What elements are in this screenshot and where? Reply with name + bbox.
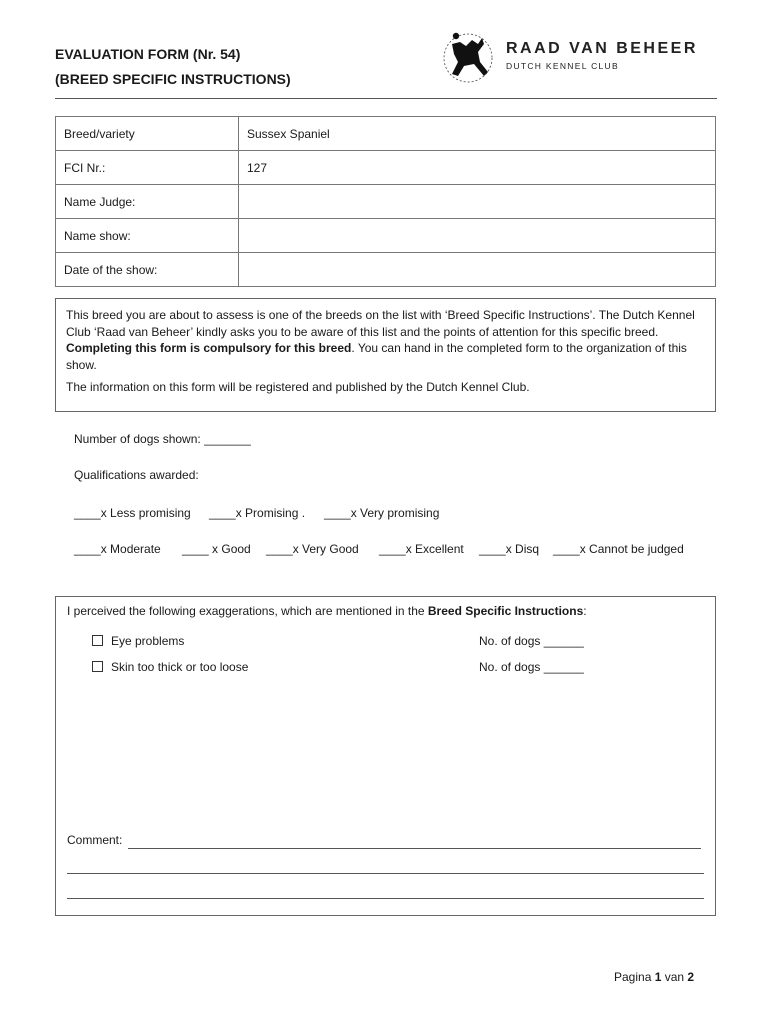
fci-value[interactable]: 127 bbox=[239, 151, 716, 185]
very-promising-field[interactable]: ____x Very promising bbox=[324, 506, 440, 520]
dog-logo-icon bbox=[438, 30, 498, 86]
date-label: Date of the show: bbox=[56, 253, 239, 287]
judge-field[interactable] bbox=[239, 185, 716, 219]
show-label: Name show: bbox=[56, 219, 239, 253]
qualifications-label: Qualifications awarded: bbox=[74, 468, 199, 482]
dogs-shown-field[interactable]: Number of dogs shown: _______ bbox=[74, 432, 251, 446]
good-field[interactable]: ____ x Good bbox=[182, 542, 251, 556]
excellent-field[interactable]: ____x Excellent bbox=[379, 542, 464, 556]
logo-text-main: RAAD VAN BEHEER bbox=[506, 40, 698, 57]
table-row bbox=[56, 117, 716, 151]
show-field[interactable] bbox=[239, 219, 716, 253]
eye-problems-label: Eye problems bbox=[111, 634, 185, 648]
logo-text-sub: DUTCH KENNEL CLUB bbox=[506, 61, 619, 71]
intro-registration-note: The information on this form will be registered and published by the Dutch Kennel Club. bbox=[66, 380, 530, 394]
cannot-be-judged-field[interactable]: ____x Cannot be judged bbox=[553, 542, 684, 556]
breed-label: Breed/variety bbox=[56, 117, 239, 151]
skin-count[interactable]: No. of dogs ______ bbox=[479, 660, 584, 674]
comment-line[interactable] bbox=[128, 848, 701, 849]
fci-label: FCI Nr.: bbox=[56, 151, 239, 185]
page-number bbox=[614, 970, 694, 984]
eye-problems-option[interactable] bbox=[92, 634, 184, 648]
table-row bbox=[56, 219, 716, 253]
disq-field[interactable]: ____x Disq bbox=[479, 542, 540, 556]
page-current: 1 bbox=[654, 970, 662, 984]
intro-text-1: This breed you are about to assess is one of the breeds on the list with ‘Breed Specific Instructions’. The Dutch Kennel Club ‘Raad van Beheer’ kindly asks you to be aware of this list and the points of attention for this specific breed. bbox=[66, 308, 695, 339]
exaggerations-box bbox=[55, 596, 716, 916]
breed-specific-instructions-bold: Breed Specific Instructions bbox=[427, 604, 584, 618]
exaggerations-intro bbox=[67, 604, 587, 618]
comment-line[interactable] bbox=[67, 873, 704, 874]
form-subtitle: (BREED SPECIFIC INSTRUCTIONS) bbox=[55, 71, 291, 87]
skin-label: Skin too thick or too loose bbox=[111, 660, 249, 674]
promising-field[interactable]: ____x Promising . bbox=[209, 506, 306, 520]
intro-box bbox=[55, 298, 716, 412]
exaggerations-text-2: : bbox=[583, 604, 587, 618]
table-row bbox=[56, 185, 716, 219]
page-mid: van bbox=[661, 970, 688, 984]
page-prefix: Pagina bbox=[614, 970, 655, 984]
info-table bbox=[55, 116, 716, 287]
eye-problems-checkbox[interactable] bbox=[92, 635, 103, 646]
table-row bbox=[56, 253, 716, 287]
raad-van-beheer-logo bbox=[438, 30, 718, 86]
skin-option[interactable] bbox=[92, 660, 248, 674]
very-good-field[interactable]: ____x Very Good bbox=[266, 542, 359, 556]
page-total: 2 bbox=[687, 970, 695, 984]
intro-text-2: . You can hand in the completed form to the organization of this show. bbox=[66, 341, 687, 372]
intro-paragraph bbox=[66, 307, 705, 373]
form-title: EVALUATION FORM (Nr. 54) bbox=[55, 46, 241, 62]
header-divider bbox=[55, 98, 717, 99]
comment-label: Comment: bbox=[67, 833, 123, 847]
table-row bbox=[56, 151, 716, 185]
moderate-field[interactable]: ____x Moderate bbox=[74, 542, 161, 556]
eye-problems-count[interactable]: No. of dogs ______ bbox=[479, 634, 584, 648]
date-field[interactable] bbox=[239, 253, 716, 287]
intro-text-bold: Completing this form is compulsory for this breed bbox=[66, 341, 352, 355]
skin-checkbox[interactable] bbox=[92, 661, 103, 672]
exaggerations-text-1: I perceived the following exaggerations, which are mentioned in the bbox=[67, 604, 428, 618]
breed-value[interactable]: Sussex Spaniel bbox=[239, 117, 716, 151]
less-promising-field[interactable]: ____x Less promising bbox=[74, 506, 191, 520]
judge-label: Name Judge: bbox=[56, 185, 239, 219]
comment-line[interactable] bbox=[67, 898, 704, 899]
